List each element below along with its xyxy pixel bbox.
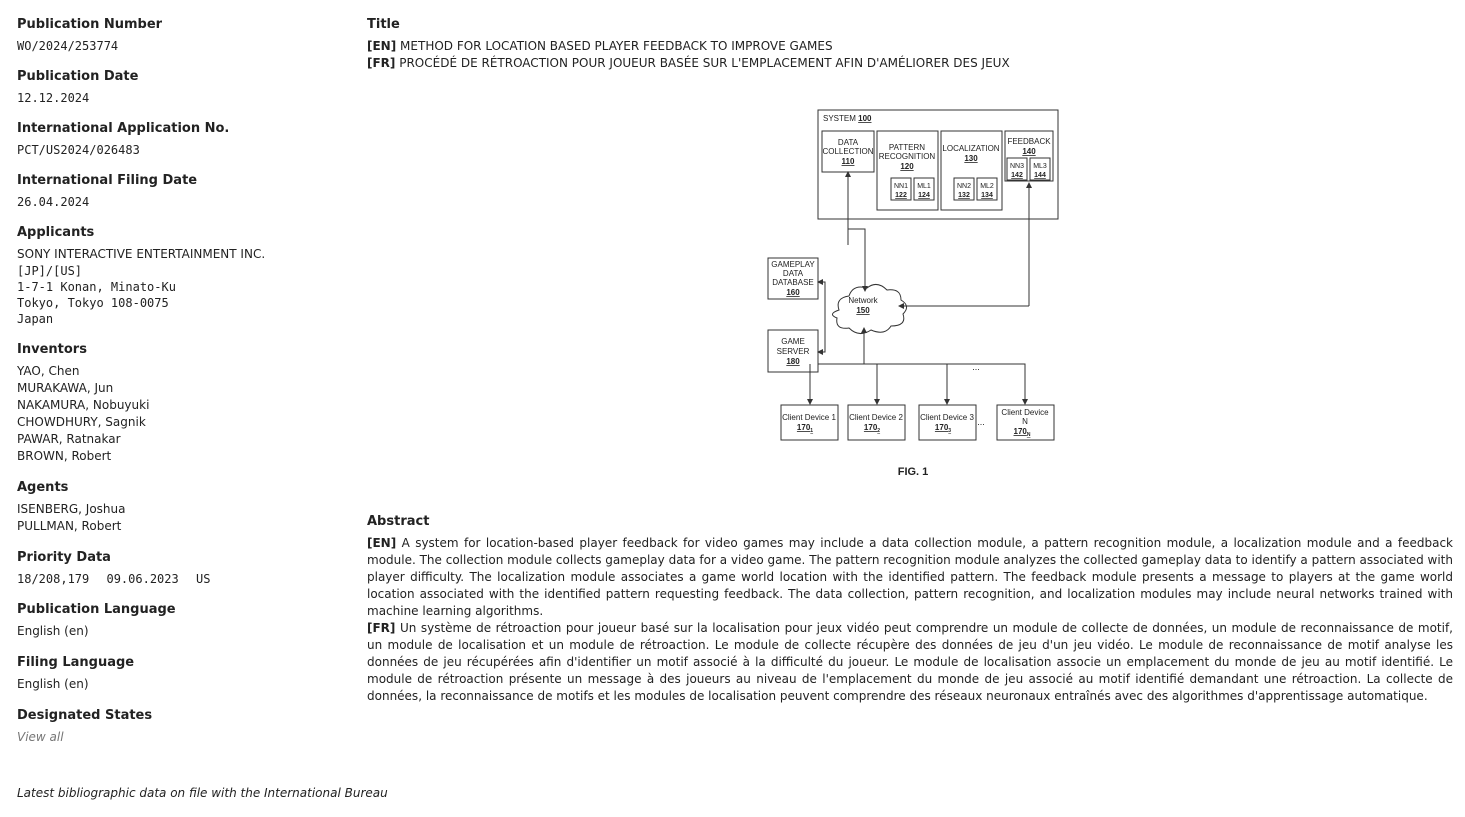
title-heading: Title [367, 17, 400, 32]
gameplay-database-label: GAMEPLAY [771, 260, 815, 269]
client-device-2-label: Client Device 2 [849, 413, 903, 422]
applicant-name: SONY INTERACTIVE ENTERTAINMENT INC. [17, 247, 266, 261]
applicant-countries: [JP]/[US] [17, 264, 83, 278]
network-number: 150 [856, 306, 870, 315]
application-no-label: International Application No. [17, 121, 230, 136]
nn1-number: 122 [895, 192, 907, 199]
network-ellipsis: ... [972, 362, 980, 372]
system-label: SYSTEM 100 [823, 114, 872, 123]
client-device-n-number: $170_N$ [1013, 427, 1031, 438]
abstract-en-text: A system for location-based player feedback for video games may include a data collection module, a pattern recognition module, a localization module and a feedback module. The collection module collects gameplay data for a video game. The pattern recognition module analyzes the collected gameplay data to identify a pattern associated with player difficulty. The localization module associates a game world location with the identified pattern. The feedback module presents a message to players at the game world location associated with the identified pattern requesting feedback. The data collection, pattern recognition, and localization modules may include neural networks trained with machine learning algorithms. [367, 536, 1453, 618]
abstract-heading: Abstract [367, 514, 430, 529]
network-label: Network [848, 296, 878, 305]
filing-language-field [17, 654, 347, 693]
pattern-recognition-label: RECOGNITION [878, 152, 936, 161]
gameplay-database-label: DATABASE [772, 278, 814, 287]
nn2-number: 132 [958, 192, 970, 199]
ml2-number: 134 [981, 192, 993, 199]
priority-country: US [195, 572, 211, 586]
nn3-label: NN3 [1009, 163, 1025, 170]
agent-name: ISENBERG, Joshua [17, 502, 126, 516]
inventor-name: CHOWDHURY, Sagnik [17, 415, 146, 429]
client-device-1-label: Client Device 1 [782, 413, 836, 422]
client-device-3-number: $170_3$ [934, 423, 952, 434]
inventor-name: BROWN, Robert [17, 449, 112, 463]
game-server-number: 180 [786, 357, 800, 366]
publication-date-value: 12.12.2024 [17, 91, 90, 105]
applicant-address-line: Japan [17, 312, 54, 326]
pattern-recognition-label: PATTERN [888, 143, 926, 152]
abstract-en [367, 535, 1453, 620]
client-device-n-label: Client Device [1001, 408, 1049, 417]
publication-number-value: WO/2024/253774 [17, 39, 119, 53]
feedback-label: FEEDBACK [1007, 137, 1051, 146]
inventor-name: MURAKAWA, Jun [17, 381, 114, 395]
inventor-name: PAWAR, Ratnakar [17, 432, 121, 446]
applicant-address-line: 1-7-1 Konan, Minato-Ku [17, 280, 176, 294]
patent-drawing[interactable] [367, 108, 1453, 488]
publication-date-label: Publication Date [17, 69, 139, 84]
agents-label: Agents [17, 480, 69, 495]
priority-data-field [17, 549, 347, 587]
abstract-fr-text: Un système de rétroaction pour joueur basé sur la localisation pour jeux vidéo peut comprendre un module de collecte de données, un module de reconnaissance de motif, un module de localisation et un module de rétroaction. Le module de collecte récupère des données de jeu d'un jeu vidéo. Le module de reconnaissance de motif analyse les données de jeu récupérées afin d'identifier un motif associé à la difficulté du joueur. Le module de localisation associe un emplacement du monde de jeu au motif identifié. Le module de rétroaction présente un message à des joueurs au niveau de l'emplacement du monde de jeu associé au motif identifié demandant une rétroaction. La collecte de données, la reconnaissance de motifs et les modules de localisation peuvent comprendre des réseaux neuronaux entraînés avec des algorithmes d'apprentissage automatique. [367, 621, 1453, 703]
ml3-number: 144 [1034, 172, 1046, 179]
publication-number-label: Publication Number [17, 17, 163, 32]
ml1-number: 124 [918, 192, 930, 199]
filing-language-label: Filing Language [17, 655, 135, 670]
gameplay-database-label: DATA [782, 269, 804, 278]
title-en-text: METHOD FOR LOCATION BASED PLAYER FEEDBACK TO IMPROVE GAMES [400, 39, 833, 53]
title-en [367, 38, 1453, 55]
title-fr [367, 55, 1453, 72]
feedback-number: 140 [1022, 147, 1036, 156]
inventors-field [17, 341, 347, 465]
localization-number: 130 [964, 154, 978, 163]
filing-date-label: International Filing Date [17, 173, 198, 188]
bibliographic-footer-note: Latest bibliographic data on file with the International Bureau [17, 786, 388, 800]
designated-states-label: Designated States [17, 708, 153, 723]
game-server-label: GAME [781, 337, 805, 346]
ml2-label: ML2 [980, 183, 994, 190]
abstract-fr [367, 620, 1453, 705]
application-no-field [17, 120, 347, 158]
publication-language-label: Publication Language [17, 602, 176, 617]
ml1-label: ML1 [917, 183, 931, 190]
gameplay-database-number: 160 [786, 288, 800, 297]
ml3-label: ML3 [1033, 163, 1047, 170]
application-no-value: PCT/US2024/026483 [17, 143, 140, 157]
title-fr-text: PROCÉDÉ DE RÉTROACTION POUR JOUEUR BASÉE SUR L'EMPLACEMENT AFIN D'AMÉLIORER DES JEUX [399, 56, 1010, 70]
designated-states-field [17, 707, 347, 746]
publication-number-field [17, 16, 347, 54]
lang-tag-fr: [FR] [367, 621, 396, 635]
view-all-link[interactable]: View all [17, 730, 64, 744]
client-device-2-number: $170_2$ [863, 423, 881, 434]
agent-name: PULLMAN, Robert [17, 519, 122, 533]
lang-tag-en: [EN] [367, 536, 397, 550]
bibliographic-panel [17, 16, 347, 760]
localization-label: LOCALIZATION [942, 144, 1000, 153]
lang-tag-en: [EN] [367, 39, 397, 53]
applicant-address-line: Tokyo, Tokyo 108-0075 [17, 296, 169, 310]
priority-number: 18/208,179 [17, 572, 90, 586]
publication-language-value: English (en) [17, 624, 89, 638]
nn3-number: 142 [1011, 172, 1023, 179]
applicants-field [17, 224, 347, 327]
data-collection-label: COLLECTION [822, 147, 874, 156]
inventor-name: NAKAMURA, Nobuyuki [17, 398, 150, 412]
nn2-label: NN2 [956, 183, 972, 190]
publication-date-field [17, 68, 347, 106]
agents-field [17, 479, 347, 535]
priority-date: 09.06.2023 [106, 572, 179, 586]
filing-date-value: 26.04.2024 [17, 195, 90, 209]
localization-box [941, 131, 1002, 210]
nn1-label: NN1 [893, 183, 909, 190]
filing-date-field [17, 172, 347, 210]
inventors-label: Inventors [17, 342, 87, 357]
filing-language-value: English (en) [17, 677, 89, 691]
applicants-label: Applicants [17, 225, 95, 240]
priority-data-row [17, 571, 347, 587]
main-content [367, 16, 1453, 703]
lang-tag-fr: [FR] [367, 56, 396, 70]
publication-language-field [17, 601, 347, 640]
inventor-name: YAO, Chen [17, 364, 80, 378]
data-collection-number: 110 [841, 157, 855, 166]
system-diagram [367, 108, 1453, 488]
client-device-n-label: N [1022, 417, 1028, 426]
client-ellipsis: ... [977, 417, 985, 427]
game-server-label: SERVER [776, 347, 810, 356]
client-device-3-label: Client Device 3 [920, 413, 974, 422]
priority-data-label: Priority Data [17, 550, 111, 565]
client-device-1-number: $170_1$ [796, 423, 814, 434]
data-collection-label: DATA [837, 138, 859, 147]
figure-caption: FIG. 1 [897, 466, 929, 478]
abstract-section [367, 513, 1453, 705]
pattern-recognition-number: 120 [900, 162, 914, 171]
